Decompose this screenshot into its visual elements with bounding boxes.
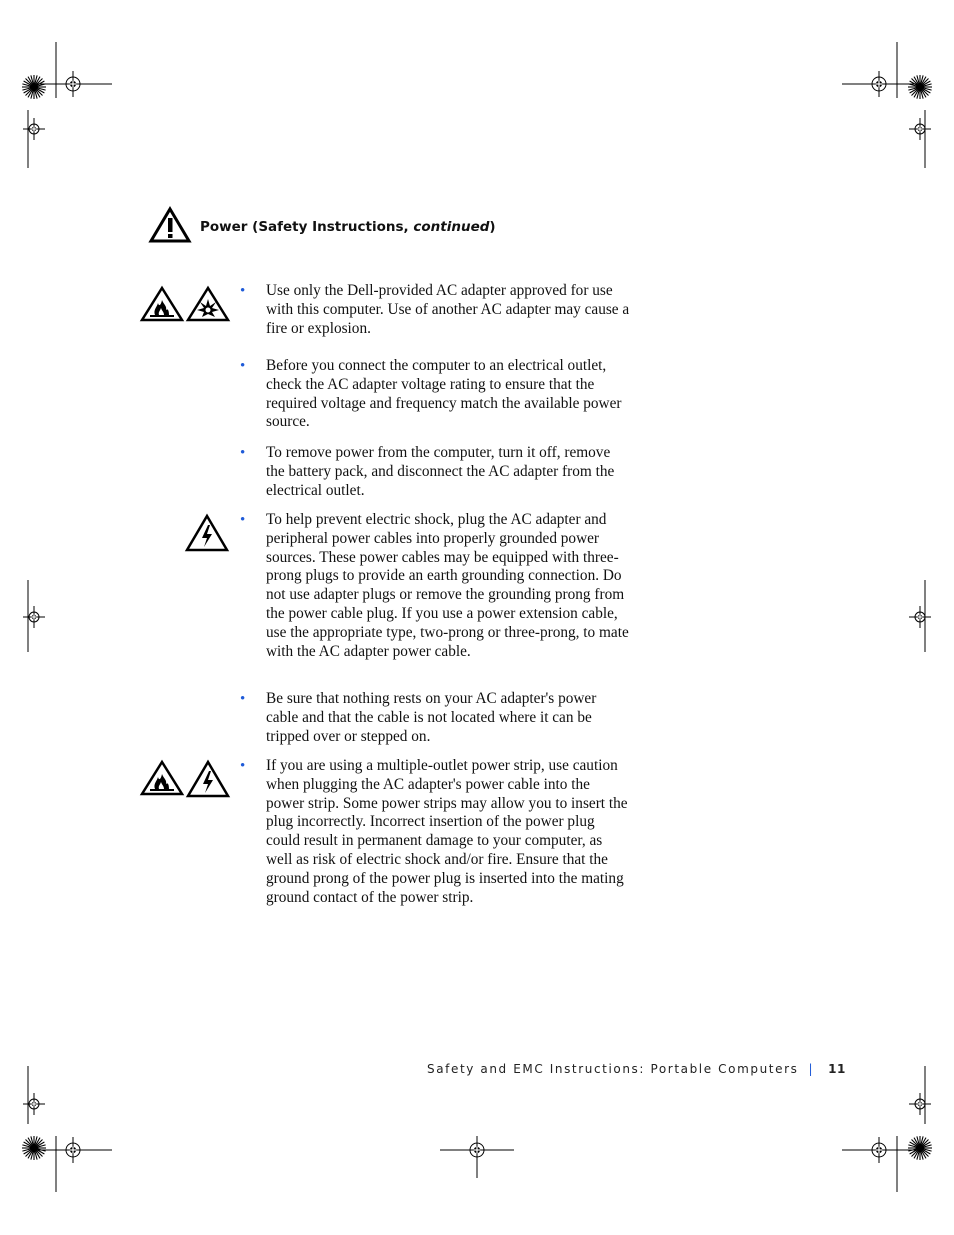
bullet: • <box>240 691 246 707</box>
page-footer <box>427 1062 846 1076</box>
registration-mark-icon <box>66 1143 80 1157</box>
registration-mark-icon <box>872 77 886 91</box>
fire-hazard-icon <box>140 760 184 796</box>
page-number: 11 <box>828 1062 846 1076</box>
registration-mark-icon <box>66 77 80 91</box>
bullet: • <box>240 758 246 774</box>
registration-mark-icon <box>29 1099 39 1109</box>
list-item: • Be sure that nothing rests on your AC adapter's power cable and that the cable is not located where it can be tripped over or stepped on. <box>240 690 597 745</box>
bullet: • <box>240 445 246 461</box>
registration-mark-icon <box>470 1143 484 1157</box>
fire-hazard-icon <box>140 286 184 322</box>
bullet: • <box>240 512 246 528</box>
list-item: • If you are using a multiple-outlet power strip, use caution when plugging the AC adapter's power cable into the power strip. Some power strips may allow you to insert the plug incorrectly. Incorrect insertion of the power plug could result in permanent damage to your computer, as well as risk of electric shock and/or fire. Ensure that the ground prong of the power plug is inserted into the mating ground contact of the power strip. <box>240 757 628 906</box>
footer-title: Safety and EMC Instructions: Portable Computers <box>427 1062 799 1076</box>
color-target-icon <box>22 75 46 99</box>
bullet: • <box>240 358 246 374</box>
registration-mark-icon <box>29 124 39 134</box>
color-target-icon <box>908 75 932 99</box>
registration-mark-icon <box>29 612 39 622</box>
registration-mark-icon <box>915 124 925 134</box>
list-item: • To remove power from the computer, turn it off, remove the battery pack, and disconnect the AC adapter from the electrical outlet. <box>240 444 615 499</box>
list-item: • To help prevent electric shock, plug the AC adapter and peripheral power cables into properly grounded power sources. These power cables may be equipped with three-prong plugs to provide an earth grounding connection. Do not use adapter plugs or remove the grounding prong from the power cable plug. If you use a power extension cable, use the appropriate type, two-prong or three-prong, to mate with the AC adapter power cable. <box>240 511 629 660</box>
color-target-icon <box>908 1136 932 1160</box>
list-item: • Before you connect the computer to an electrical outlet, check the AC adapter voltage rating to ensure that the required voltage and frequency match the available power source. <box>240 357 622 431</box>
registration-mark-icon <box>915 1099 925 1109</box>
explosion-hazard-icon <box>186 286 230 322</box>
electric-shock-icon <box>186 760 230 798</box>
electric-shock-icon <box>185 514 229 552</box>
caution-icon <box>149 207 191 243</box>
bullet: • <box>240 283 246 299</box>
registration-mark-icon <box>872 1143 886 1157</box>
registration-mark-icon <box>915 612 925 622</box>
list-item: • Use only the Dell-provided AC adapter approved for use with this computer. Use of another AC adapter may cause a fire or explosion. <box>240 282 630 337</box>
color-target-icon <box>22 1136 46 1160</box>
section-heading: Power (Safety Instructions, continued) <box>200 219 496 235</box>
footer-separator: | <box>808 1062 815 1076</box>
